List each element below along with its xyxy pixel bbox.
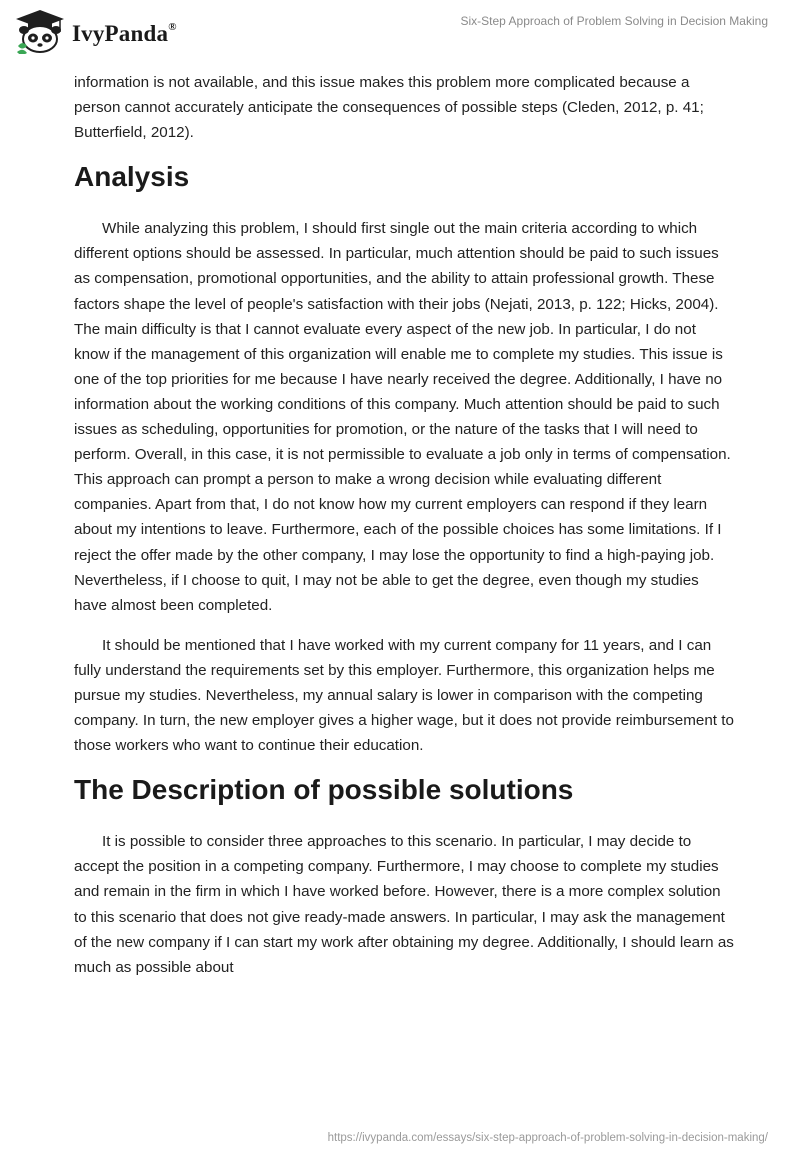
solutions-paragraph-1: It is possible to consider three approaches to this scenario. In particular, I may decide to accept the position in a competing company. Furthermore, I may choose to complete my studies and remain in the firm in which I have worked before. However, there is a more complex solution to this scenario that does not give ready-made answers. In particular, I may ask the management of the new company if I can start my work after obtaining my degree. Additionally, I should learn as much as possible about [74,833,734,976]
brand-logo[interactable] [14,8,177,54]
panda-graduate-icon [14,8,66,54]
solutions-heading: The Description of possible solutions [74,774,574,806]
page-header [0,0,800,60]
document-title: Six-Step Approach of Problem Solving in Decision Making [460,14,768,28]
analysis-paragraph-2: It should be mentioned that I have worked with my current company for 11 years, and I can fully understand the requirements set by this employer. Furthermore, this organization helps me pursue my studies. Nevertheless, my annual salary is lower in comparison with the competing company. In turn, the new employer gives a higher wage, but it does not provide reimbursement to those workers who want to continue their education. [74,636,734,755]
registered-mark: ® [168,21,177,34]
brand-name: IvyPanda® [72,21,177,46]
analysis-paragraph-1: While analyzing this problem, I should first single out the main criteria according to which different options should be assessed. In particular, much attention should be paid to such issues as compensation, promotional opportunities, and the ability to attain professional growth. These factors shape the level of people's satisfaction with their jobs (Nejati, 2013, p. 122; Hicks, 2004). The main difficulty is that I cannot evaluate every aspect of the new job. In particular, I do not know if the management of this organization will enable me to complete my studies. This issue is one of the top priorities for me because I have nearly received the degree. Additionally, I have no information about the working conditions of this company. Much attention should be paid to such issues as scheduling, opportunities for promotion, or the nature of the tasks that I will need to perform. Overall, in this case, it is not permissible to evaluate a job only in terms of compensation. This approach can prompt a person to make a wrong decision while evaluating different companies. Apart from that, I do not know how my current employers can respond if they learn about my intentions to leave. Furthermore, each of the possible choices has some limitations. If I reject the offer made by the other company, I may lose the opportunity to find a high-paying job. Nevertheless, if I choose to quit, I may not be able to get the degree, even though my studies have almost been completed. [74,220,731,614]
analysis-heading: Analysis [74,161,190,193]
essay-body [74,70,734,995]
intro-paragraph: information is not available, and this issue makes this problem more complicated because a person cannot accurately anticipate the consequences of possible steps (Cleden, 2012, p. 41; Butterfield, 2012). [74,74,704,142]
source-url[interactable]: https://ivypanda.com/essays/six-step-approach-of-problem-solving-in-decision-making/ [327,1132,768,1144]
